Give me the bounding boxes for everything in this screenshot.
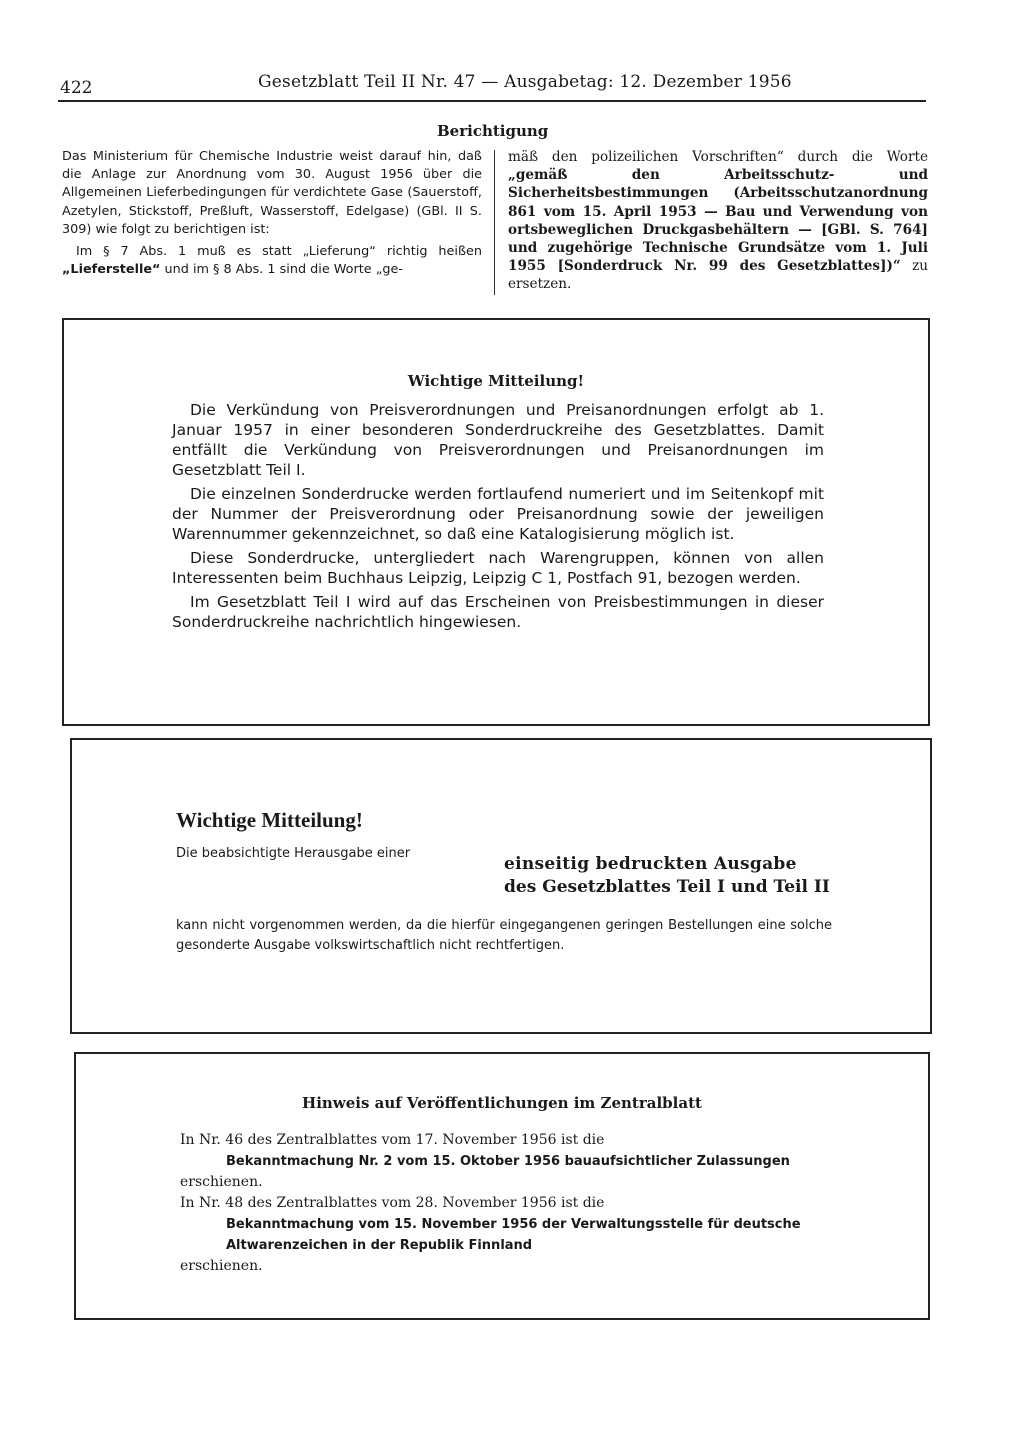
berichtigung-para2-b: und im § 8 Abs. 1 sind die Worte „ge-	[164, 262, 403, 278]
berichtigung-left-column	[62, 148, 482, 279]
notice1-paragraph: Im Gesetzblatt Teil I wird auf das Erscheinen von Preisbestimmungen in dieser Sonderdruckreihe nachrichtlich hingewiesen.	[172, 593, 824, 631]
notice2-intro: Die beabsichtigte Herausgabe einer	[176, 846, 411, 861]
header-rule	[58, 100, 926, 102]
notice-box-preisverordnungen	[62, 318, 930, 726]
notice1-body	[172, 400, 824, 636]
berichtigung-right-text	[508, 148, 928, 294]
notice3-item2-line: In Nr. 48 des Zentralblattes vom 28. November 1956 ist die	[180, 1195, 605, 1211]
berichtigung-para2-bold: „Lieferstelle“	[62, 262, 161, 278]
berichtigung-intro: Das Ministerium für Chemische Industrie weist darauf hin, daß die Anlage zur Anordnung vom 30. August 1956 über die Allgemeinen Lieferbedingungen für verdichtete Gase (Sauerstoff, Azetylen, Stickstoff, Preßluft, Wasserstoff, Edelgase) (GBl. II S. 309) wie folgt zu berichtigen ist:	[62, 149, 482, 237]
berichtigung-para2-a: Im § 7 Abs. 1 muß es statt „Lieferung“ richtig heißen	[76, 244, 482, 260]
notice3-item1-bold: Bekanntmachung Nr. 2 vom 15. Oktober 1956 bauaufsichtlicher Zulassungen	[226, 1154, 790, 1169]
column-divider	[494, 150, 495, 295]
berichtigung-heading: Berichtigung	[437, 122, 549, 140]
notice3-item2-bold: Bekanntmachung vom 15. November 1956 der Verwaltungsstelle für deutsche Altwarenzeichen in der Republik Finnland	[226, 1217, 801, 1253]
page-header-title: Gesetzblatt Teil II Nr. 47 — Ausgabetag: 12. Dezember 1956	[258, 72, 792, 92]
berichtigung-right-bold: „gemäß den Arbeitsschutz- und Sicherheitsbestimmungen (Arbeitsschutzanordnung 861 vom 15. April 1953 — Bau und Verwendung von ortsbeweglichen Druckgasbehältern — [GBl. S. 764] und zugehörige Technische Grundsätze vom 1. Juli 1955 [Sonderdruck Nr. 99 des Gesetzblattes])“	[508, 167, 928, 275]
notice3-item1-end: erschienen.	[180, 1174, 263, 1190]
berichtigung-right-a: mäß den polizeilichen Vorschriften“ durch die Worte	[508, 149, 928, 165]
notice3-item1-line: In Nr. 46 des Zentralblattes vom 17. November 1956 ist die	[180, 1132, 605, 1148]
page-number: 422	[60, 78, 93, 98]
notice-box-einseitige-ausgabe	[70, 738, 932, 1034]
notice2-title: Wichtige Mitteilung!	[176, 808, 363, 832]
notice2-emphasis-line1: einseitig bedruckten Ausgabe	[504, 854, 797, 874]
berichtigung-para2	[62, 243, 482, 279]
berichtigung-right-b: zu ersetzen.	[508, 258, 928, 293]
notice-box-zentralblatt	[74, 1052, 930, 1320]
notice1-paragraph: Die Verkündung von Preisverordnungen und Preisanordnungen erfolgt ab 1. Januar 1957 in einer besonderen Sonderdruckreihe des Gesetzblattes. Damit entfällt die Verkündung von Preisverordnungen und Preisanordnungen im Gesetzblatt Teil I.	[172, 401, 824, 479]
notice2-body: kann nicht vorgenommen werden, da die hierfür eingegangenen geringen Bestellungen eine solche gesonderte Ausgabe volkswirtschaftlich nicht rechtfertigen.	[176, 918, 832, 953]
notice2-emphasis-line2: des Gesetzblattes Teil I und Teil II	[504, 877, 830, 897]
notice1-paragraph: Diese Sonderdrucke, untergliedert nach Warengruppen, können von allen Interessenten beim Buchhaus Leipzig, Leipzig C 1, Postfach 91, bezogen werden.	[172, 549, 824, 587]
notice3-item2-end: erschienen.	[180, 1258, 263, 1274]
notice1-title: Wichtige Mitteilung!	[407, 372, 585, 390]
berichtigung-right-column	[508, 148, 928, 294]
notice3-body	[180, 1130, 840, 1277]
notice3-title: Hinweis auf Veröffentlichungen im Zentralblatt	[302, 1094, 702, 1112]
notice1-paragraph: Die einzelnen Sonderdrucke werden fortlaufend numeriert und im Seitenkopf mit der Nummer der Preisverordnung oder Preisanordnung sowie der jeweiligen Warennummer gekennzeichnet, so daß eine Katalogisierung möglich ist.	[172, 485, 824, 543]
